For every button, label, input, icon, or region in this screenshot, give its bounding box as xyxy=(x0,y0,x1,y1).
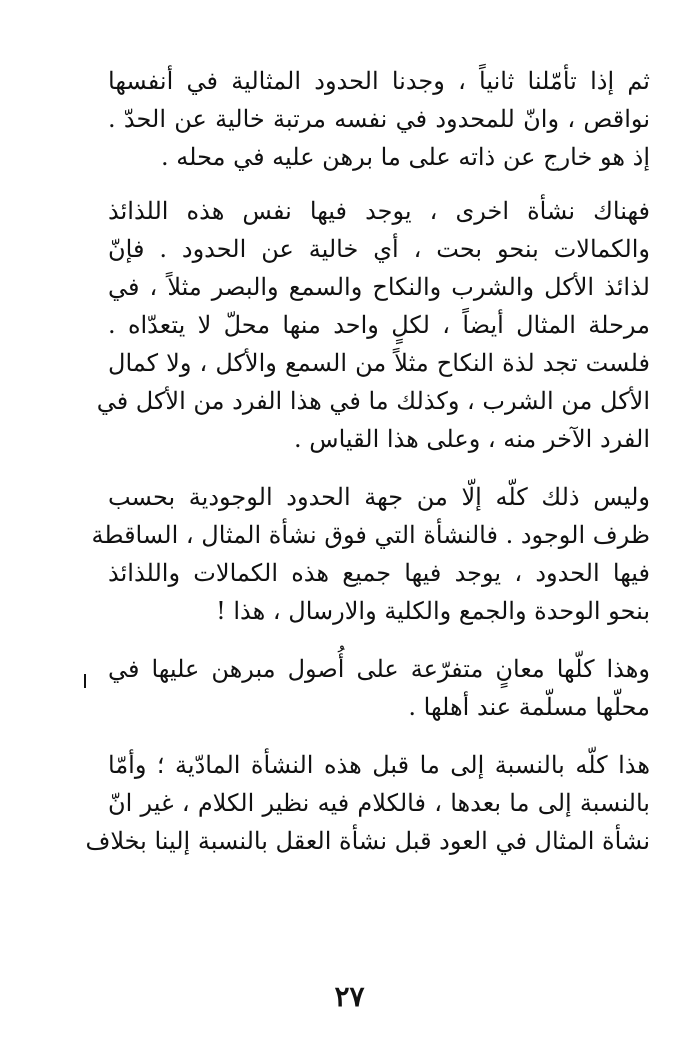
text-line: فيها الحدود ، يوجد فيها جميع هذه الكمالات واللذائذ xyxy=(108,559,650,587)
text-line: بالنسبة إلى ما بعدها ، فالكلام فيه نظير الكلام ، غير انّ xyxy=(108,789,650,817)
text-line: وليس ذلك كلّه إلّا من جهة الحدود الوجودية بحسب xyxy=(108,483,650,511)
text-line: هذا كلّه بالنسبة إلى ما قبل هذه النشأة المادّية ؛ وأمّا xyxy=(108,751,650,779)
text-line: نشأة المثال في العود قبل نشأة العقل بالنسبة إلينا بخلاف xyxy=(85,827,650,855)
text-line: ثم إذا تأمّلنا ثانياً ، وجدنا الحدود المثالية في أنفسها xyxy=(108,67,650,95)
text-line: ظرف الوجود . فالنشأة التي فوق نشأة المثال ، الساقطة xyxy=(91,521,650,549)
paragraph-5 xyxy=(85,746,650,860)
paragraph-3 xyxy=(91,478,650,630)
text-line: وهذا كلّها معانٍ متفرّعة على أُصول مبرهن عليها في xyxy=(108,655,650,683)
margin-mark xyxy=(84,674,86,688)
text-line: محلّها مسلّمة عند أهلها . xyxy=(408,693,650,721)
text-line: مرحلة المثال أيضاً ، لكلٍ واحد منها محلّ لا يتعدّاه . xyxy=(108,311,650,339)
text-line: إذ هو خارج عن ذاته على ما برهن عليه في محله . xyxy=(161,143,650,171)
text-line: لذائذ الأكل والشرب والنكاح والسمع والبصر مثلاً ، في xyxy=(108,273,650,301)
page-number: ٢٧ xyxy=(334,980,365,1013)
paragraph-4 xyxy=(108,650,650,726)
paragraph-2 xyxy=(96,192,651,458)
text-line: فلست تجد لذة النكاح مثلاً من السمع والأكل ، ولا كمال xyxy=(108,349,651,377)
paragraph-1 xyxy=(108,62,650,176)
body-text xyxy=(85,62,651,860)
text-line: بنحو الوحدة والجمع والكلية والارسال ، هذا ! xyxy=(216,597,650,625)
text-line: فهناك نشأة اخرى ، يوجد فيها نفس هذه اللذائذ xyxy=(108,197,650,225)
text-line: نواقص ، وانّ للمحدود في نفسه مرتبة خالية عن الحدّ . xyxy=(108,105,650,133)
text-line: الأكل من الشرب ، وكذلك ما في هذا الفرد من الأكل في xyxy=(96,387,650,415)
text-line: والكمالات بنحو بحت ، أي خالية عن الحدود . فإنّ xyxy=(108,235,650,263)
text-line: الفرد الآخر منه ، وعلى هذا القياس . xyxy=(294,425,650,453)
